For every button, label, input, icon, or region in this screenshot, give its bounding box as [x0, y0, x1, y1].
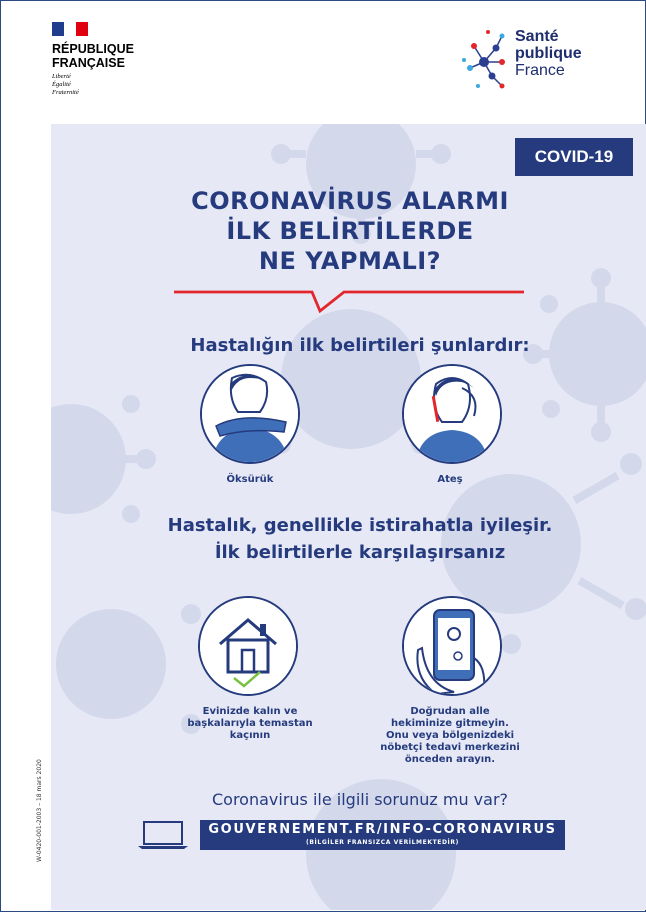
info-url-note: (BİLGİLER FRANSIZCA VERİLMEKTEDİR)	[306, 839, 459, 846]
cough-caption: Öksürük	[226, 474, 274, 485]
reference-code: W-0420-001-2003 – 18 mars 2020	[36, 759, 43, 862]
motto-liberte: Liberté	[52, 73, 71, 80]
advice-heading	[120, 512, 600, 566]
doctor-line4: nöbetçi tedavi merkezini	[380, 742, 520, 753]
french-flag-icon	[52, 22, 88, 36]
home-line3: kaçının	[229, 730, 271, 741]
title-line1: CORONAVİRUS ALARMI	[191, 187, 509, 215]
title-line3: NE YAPMALI?	[258, 247, 442, 275]
doctor-line1: Doğrudan alle	[410, 706, 490, 717]
doctor-line5: önceden arayın.	[404, 754, 496, 765]
motto-fraternite: Fraternité	[52, 89, 79, 96]
info-link-box[interactable]	[200, 820, 565, 850]
republique-line1: RÉPUBLIQUE	[52, 42, 134, 56]
stay-home-caption	[180, 706, 320, 742]
spf-line3: France	[515, 62, 565, 79]
speech-bubble-line-icon	[174, 285, 526, 325]
symptoms-heading: Hastalığın ilk belirtileri şunlardır:	[190, 335, 530, 356]
sante-publique-network-icon	[462, 28, 512, 98]
cough-illustration	[200, 364, 300, 464]
spf-line2: publique	[515, 45, 582, 62]
home-line2: başkalarıyla temastan	[187, 718, 313, 729]
advice-line1: Hastalık, genellikle istirahatla iyileşir.	[167, 515, 553, 536]
coughing-person-icon	[202, 366, 298, 462]
call-doctor-illustration	[402, 596, 502, 696]
title-line2: İLK BELİRTİLERDE	[226, 217, 474, 245]
doctor-line2: hekiminize gitmeyin.	[391, 718, 509, 729]
home-line1: Evinizde kalın ve	[202, 706, 298, 717]
laptop-icon	[136, 820, 190, 850]
motto-egalite: Égalité	[52, 81, 71, 88]
info-url-link[interactable]: GOUVERNEMENT.FR/INFO-CORONAVIRUS	[208, 822, 557, 837]
fever-caption: Ateş	[437, 474, 463, 485]
call-doctor-caption	[380, 706, 520, 766]
question-text: Coronavirus ile ilgili sorunuz mu var?	[211, 790, 509, 809]
stay-home-illustration	[198, 596, 298, 696]
page-title	[150, 186, 550, 276]
doctor-line3: Onu veya bölgenizdeki	[385, 730, 515, 741]
covid-badge: COVID-19	[515, 138, 633, 176]
fever-illustration	[402, 364, 502, 464]
house-icon	[200, 598, 296, 694]
republique-francaise-logo	[52, 22, 134, 97]
advice-line2: İlk belirtilerle karşılaşırsanız	[214, 542, 506, 563]
fever-person-icon	[404, 366, 500, 462]
spf-line1: Santé	[515, 28, 559, 45]
phone-doctor-icon	[404, 598, 500, 694]
republique-line2: FRANÇAISE	[52, 56, 125, 70]
sante-publique-france-logo	[462, 28, 602, 98]
